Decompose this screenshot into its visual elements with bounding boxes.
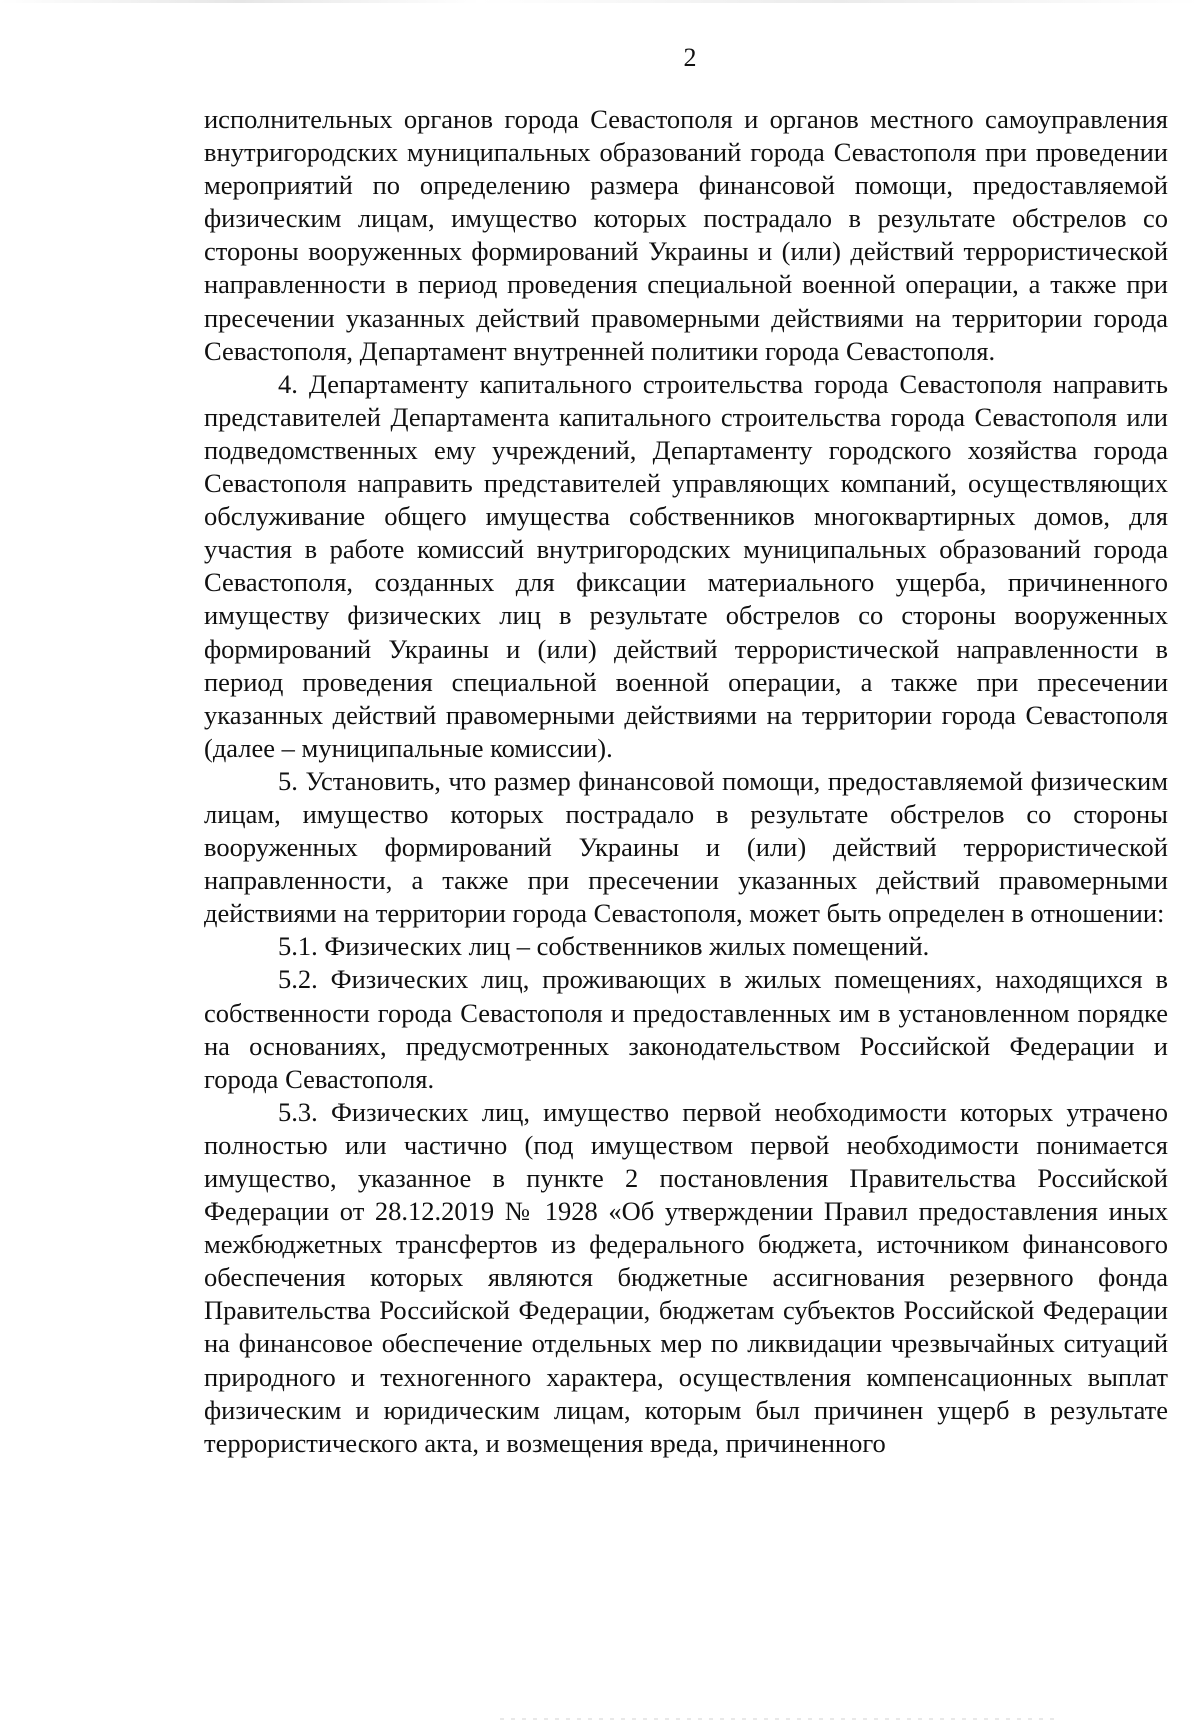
paragraph-item-5-2: 5.2. Физических лиц, проживающих в жилых помещениях, находящихся в собственности города Севастополя и предоставленных им в установленном порядке на основаниях, предусмотренных законодательством Российской Федерации и города Севастополя.	[204, 964, 1168, 1094]
scan-edge-bottom	[500, 1718, 1060, 1720]
paragraph-item-5: 5. Установить, что размер финансовой помощи, предоставляемой физическим лицам, имущество которых пострадало в результате обстрелов со стороны вооруженных формирований Украины и (или) действий террористической направленности, а также при пресечении указанных действий правомерными действиями на территории города Севастополя, может быть определен в отношении:	[204, 765, 1168, 929]
scan-edge-top	[0, 0, 1200, 3]
paragraph-continuation: исполнительных органов города Севастополя и органов местного самоуправления внутригородских муниципальных образований города Севастополя при проведении мероприятий по определению размера финансовой помощи, предоставляемой физическим лицам, имущество которых пострадало в результате обстрелов со стороны вооруженных формирований Украины и (или) действий террористической направленности в период проведения специальной военной операции, а также при пресечении указанных действий правомерными действиями на территории города Севастополя, Департамент внутренней политики города Севастополя.	[204, 104, 1168, 366]
paragraph-item-5-3: 5.3. Физических лиц, имущество первой необходимости которых утрачено полностью или частично (под имуществом первой необходимости понимается имущество, указанное в пункте 2 постановления Правительства Российской Федерации от 28.12.2019 № 1928 «Об утверждении Правил предоставления иных межбюджетных трансфертов из федерального бюджета, источником финансового обеспечения которых являются бюджетные ассигнования резервного фонда Правительства Российской Федерации, бюджетам субъектов Российской Федерации на финансовое обеспечение отдельных мер по ликвидации чрезвычайных ситуаций природного и техногенного характера, осуществления компенсационных выплат физическим и юридическим лицам, которым был причинен ущерб в результате террористического акта, и возмещения вреда, причиненного	[204, 1096, 1168, 1458]
paragraph-item-4: 4. Департаменту капитального строительства города Севастополя направить представителей Департамента капитального строительства города Севастополя или подведомственных ему учреждений, Департаменту городского хозяйства города Севастополя направить представителей управляющих компаний, осуществляющих обслуживание общего имущества собственников многоквартирных домов, для участия в работе комиссий внутригородских муниципальных образований города Севастополя, созданных для фиксации материального ущерба, причиненного имуществу физических лиц в результате обстрелов со стороны вооруженных формирований Украины и (или) действий террористической направленности в период проведения специальной военной операции, а также при пресечении указанных действий правомерными действиями на территории города Севастополя (далее – муниципальные комиссии).	[204, 368, 1168, 763]
page-number: 2	[683, 43, 697, 72]
document-body	[204, 103, 1168, 1460]
paragraph-item-5-1: 5.1. Физических лиц – собственников жилых помещений.	[278, 931, 930, 962]
